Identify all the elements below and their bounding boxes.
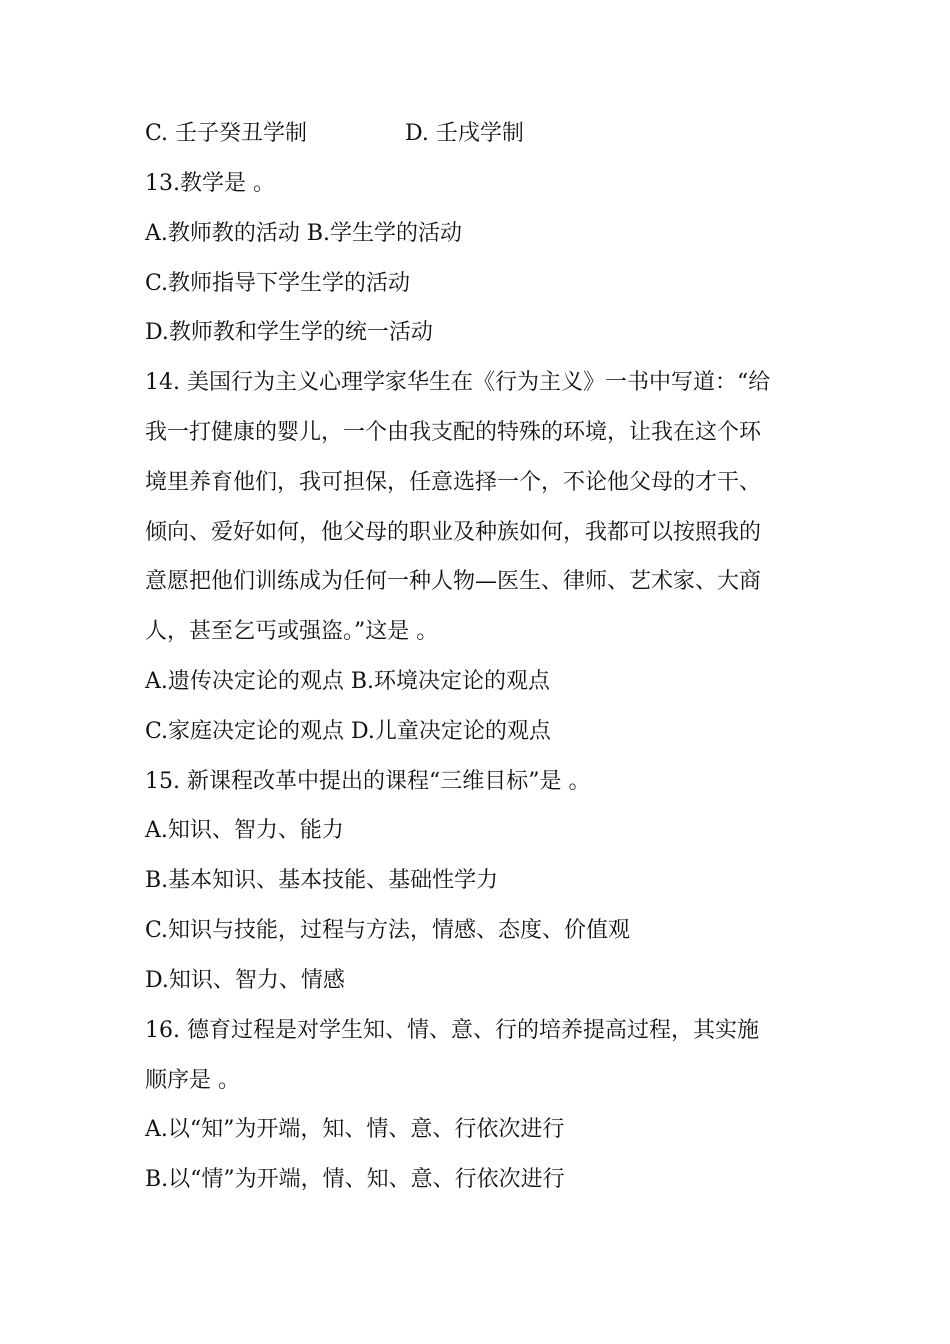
- q12-option-d: D. 壬戌学制: [405, 121, 524, 146]
- q14-stem-line-1: 14. 美国行为主义心理学家华生在《行为主义》一书中写道：“给: [145, 370, 771, 395]
- q14-stem-line-3: 境里养育他们，我可担保，任意选择一个，不论他父母的才干、: [145, 470, 762, 495]
- q16-stem-line-2: 顺序是 。: [145, 1068, 240, 1093]
- q16-option-b: B.以“情”为开端，情、知、意、行依次进行: [145, 1167, 565, 1192]
- q14-stem-line-2: 我一打健康的婴儿，一个由我支配的特殊的环境，让我在这个环: [145, 420, 762, 445]
- q15-option-d: D.知识、智力、情感: [145, 968, 345, 993]
- q13-option-ab: A.教师教的活动 B.学生学的活动: [145, 221, 463, 246]
- q15-option-b: B.基本知识、基本技能、基础性学力: [145, 868, 499, 893]
- q14-stem-line-5: 意愿把他们训练成为任何一种人物—医生、律师、艺术家、大商: [145, 569, 762, 594]
- q14-option-ab: A.遗传决定论的观点 B.环境决定论的观点: [145, 669, 551, 694]
- q12-options-row: [145, 119, 825, 149]
- q15-stem: 15. 新课程改革中提出的课程“三维目标”是 。: [145, 769, 591, 794]
- q15-option-a: A.知识、智力、能力: [145, 818, 344, 843]
- q14-stem-line-4: 倾向、爱好如何，他父母的职业及种族如何，我都可以按照我的: [145, 520, 762, 545]
- q13-option-c: C.教师指导下学生学的活动: [145, 271, 411, 296]
- q14-stem-line-6: 人，甚至乞丐或强盗。”这是 。: [145, 619, 439, 644]
- q16-stem-line-1: 16. 德育过程是对学生知、情、意、行的培养提高过程，其实施: [145, 1018, 759, 1043]
- q12-option-c: C. 壬子癸丑学制: [145, 121, 308, 146]
- q13-stem: 13.教学是 。: [145, 171, 275, 196]
- q14-option-cd: C.家庭决定论的观点 D.儿童决定论的观点: [145, 719, 551, 744]
- q16-option-a: A.以“知”为开端，知、情、意、行依次进行: [145, 1117, 565, 1142]
- q15-option-c: C.知识与技能，过程与方法，情感、态度、价值观: [145, 918, 631, 943]
- q13-option-d: D.教师教和学生学的统一活动: [145, 320, 433, 345]
